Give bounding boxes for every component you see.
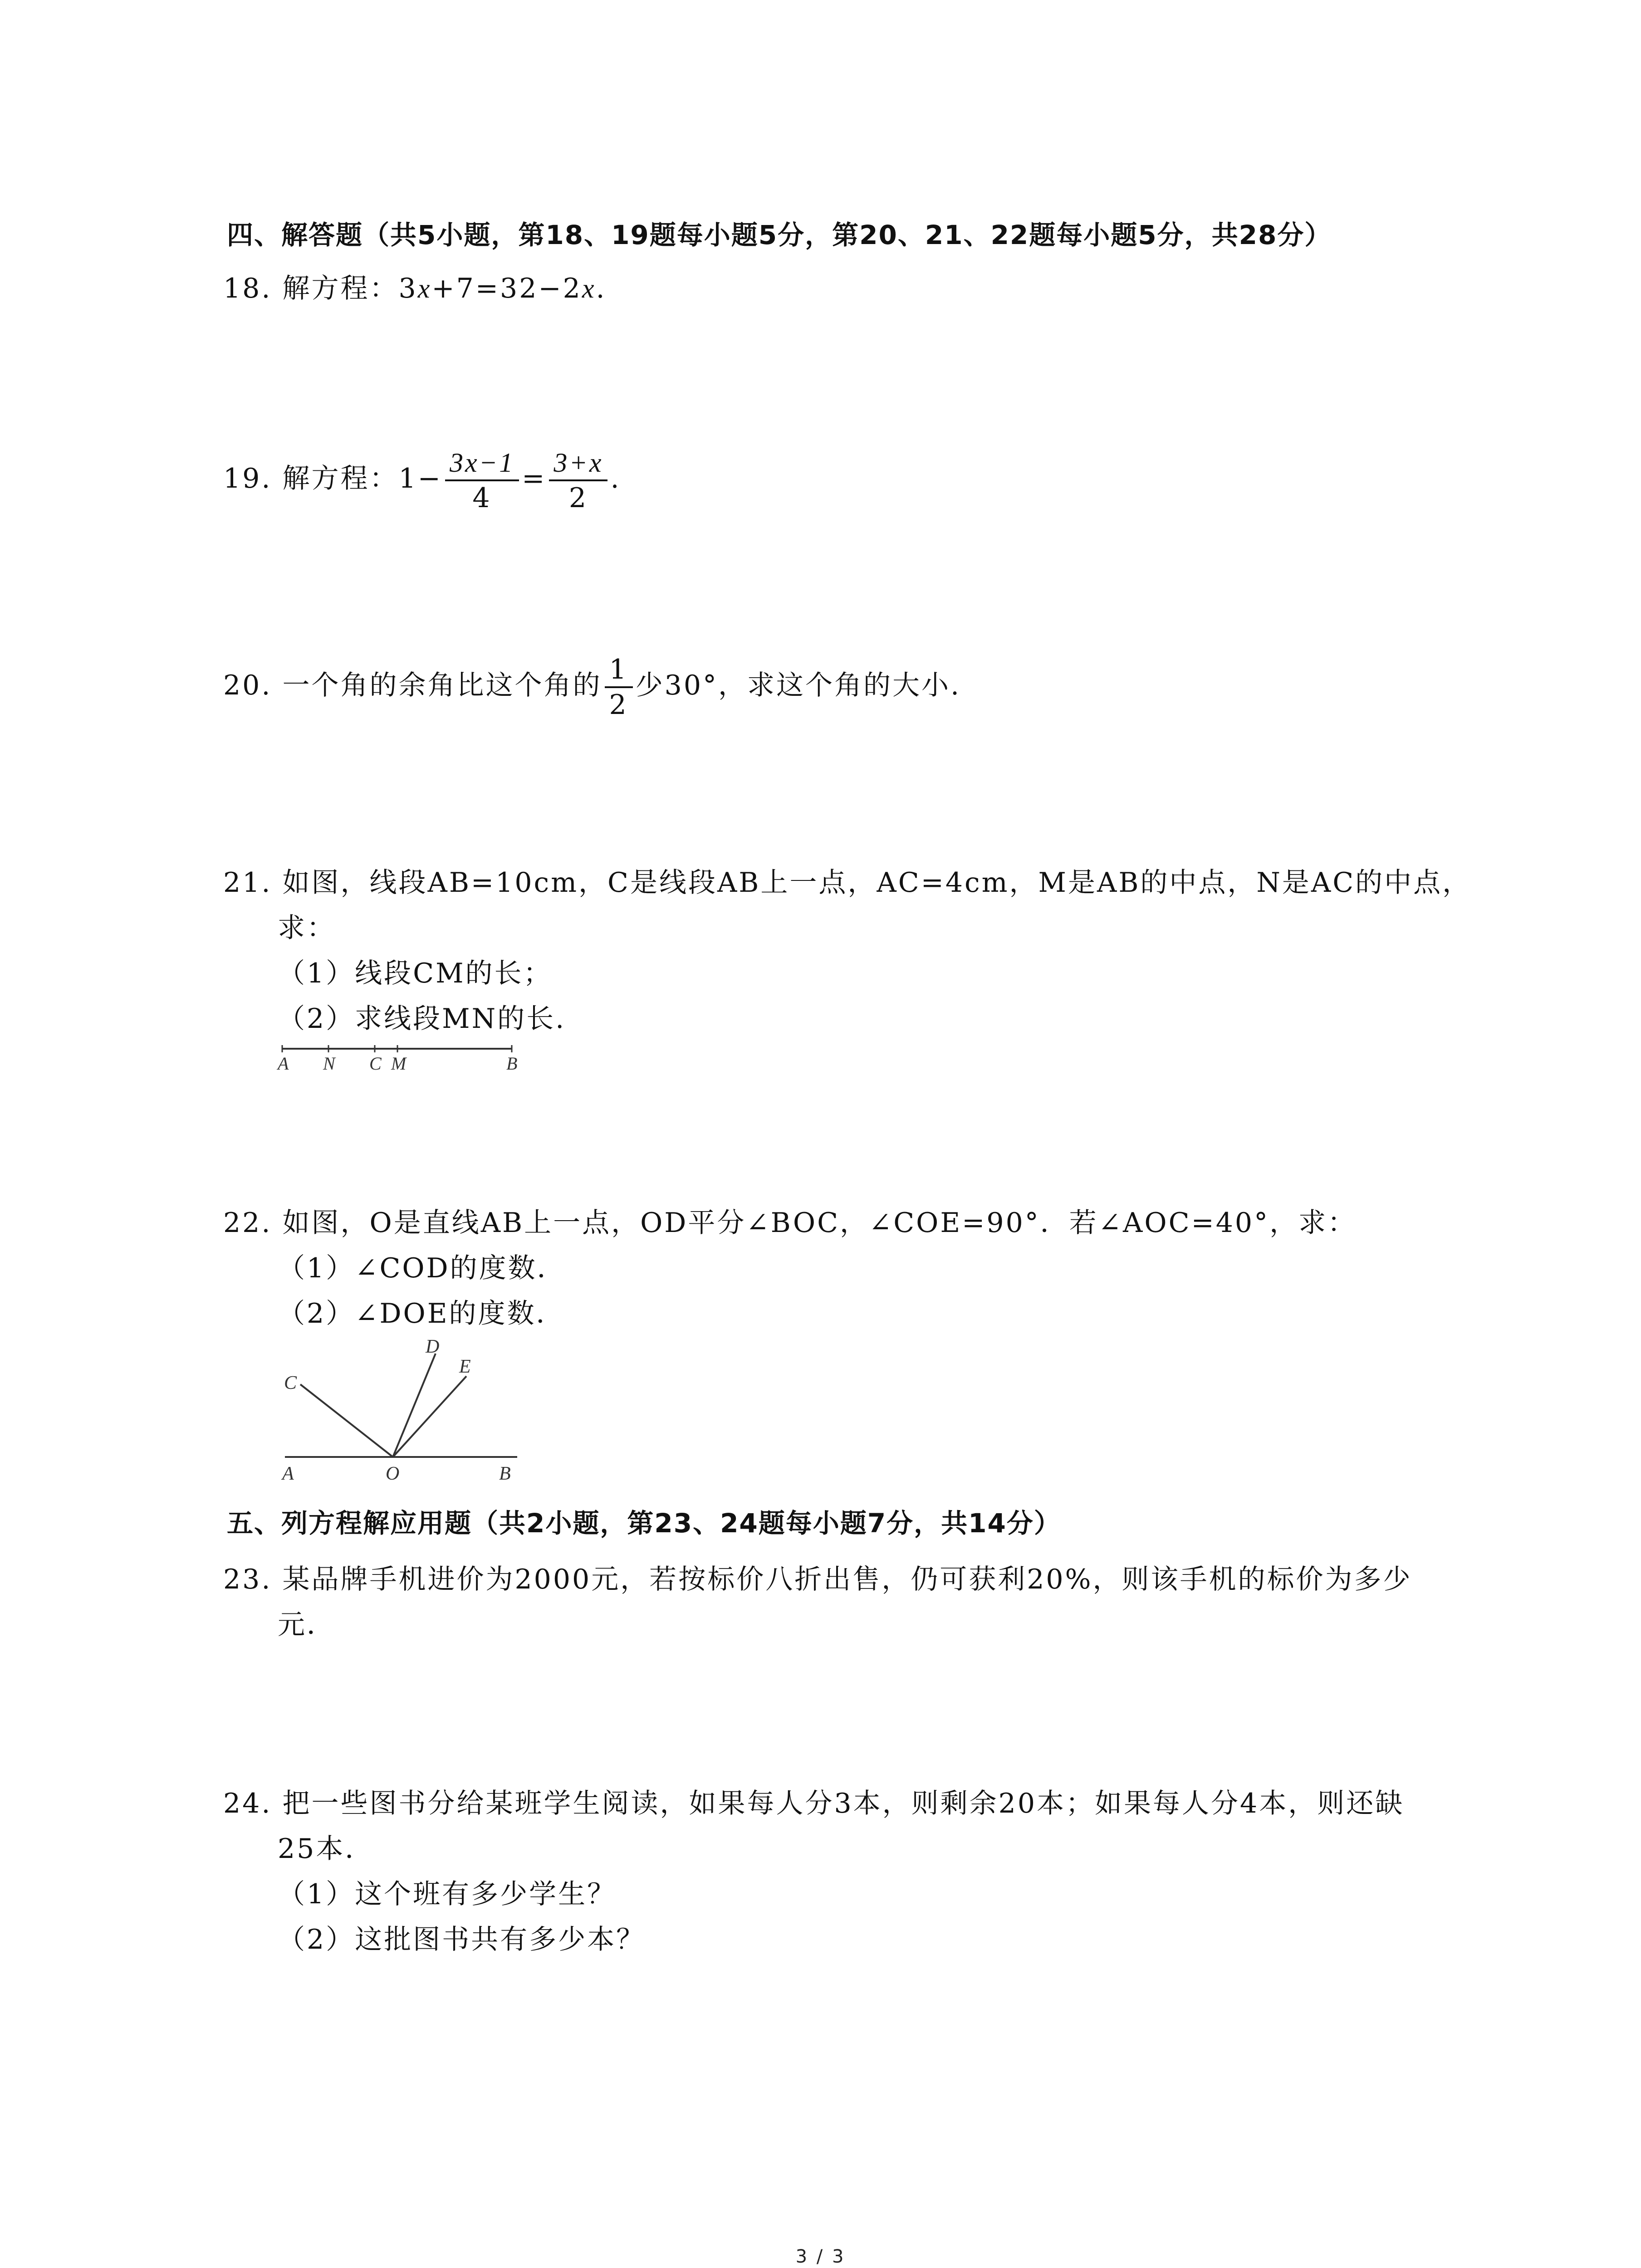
question-22-line-1 (223, 1205, 1357, 1241)
label-b: B (499, 1463, 511, 1484)
ray-oe (393, 1376, 466, 1457)
question-lead: 解方程： (282, 273, 399, 304)
fraction-half (605, 653, 633, 722)
section-5-heading: 五、列方程解应用题（共2小题，第23、24题每小题7分，共14分） (227, 1508, 1061, 1539)
question-lead: 解方程： (282, 463, 399, 494)
question-23-line-1 (223, 1561, 1412, 1598)
question-text: 少30°，求这个角的大小. (635, 670, 961, 701)
label-c: C (284, 1373, 297, 1393)
fraction-denominator: 2 (568, 482, 588, 514)
fraction-denominator: 2 (609, 689, 628, 721)
label-d: D (426, 1338, 440, 1357)
question-21-line-2: 求： (278, 912, 336, 944)
question-text: 如图，线段AB=10cm，C是线段AB上一点，AC=4cm，M是AB的中点，N是AC的中点， (282, 867, 1472, 899)
angle-figure (272, 1338, 535, 1488)
fraction-denominator: 4 (472, 482, 492, 514)
question-text: 如图，O是直线AB上一点，OD平分∠BOC，∠COE=90°．若∠AOC=40°，求： (282, 1207, 1357, 1239)
fraction-numerator: 3+x (549, 446, 607, 481)
question-number: 24. (223, 1788, 272, 1819)
equation-part: 1− (398, 463, 442, 494)
question-24-line-2: 25本． (278, 1833, 374, 1865)
question-text: 把一些图书分给某班学生阅读，如果每人分3本，则剩余20本；如果每人分4本，则还缺 (282, 1788, 1405, 1819)
section-4-heading: 四、解答题（共5小题，第18、19题每小题5分，第20、21、22题每小题5分，共28分） (227, 220, 1332, 250)
equation-end: . (596, 273, 607, 304)
label-c: C (369, 1053, 382, 1074)
question-18 (223, 270, 607, 307)
question-24-part-2: （2）这批图书共有多少本？ (278, 1924, 646, 1955)
ray-oc (300, 1384, 393, 1457)
fraction-1 (445, 446, 519, 515)
label-a: A (278, 1053, 289, 1074)
question-text: 一个角的余角比这个角的 (282, 670, 602, 701)
question-24-part-1: （1）这个班有多少学生？ (278, 1878, 617, 1910)
question-22-part-1: （1）∠COD的度数． (278, 1252, 566, 1284)
question-19 (223, 445, 621, 515)
question-24-line-1 (223, 1785, 1404, 1822)
ray-od (393, 1354, 436, 1457)
equation-variable: x (582, 274, 596, 303)
label-e: E (459, 1356, 471, 1377)
label-n: N (323, 1053, 335, 1074)
page-number: 3 / 3 (795, 2246, 846, 2267)
question-22-part-2: （2）∠DOE的度数． (278, 1298, 565, 1330)
question-number: 18. (223, 273, 272, 304)
question-number: 21. (223, 867, 272, 899)
question-21-line-1 (223, 865, 1471, 901)
question-23-line-2: 元． (278, 1609, 336, 1641)
equation-end: . (610, 463, 621, 494)
question-number: 22. (223, 1207, 272, 1239)
fraction-numerator: 1 (605, 653, 633, 688)
question-number: 20. (223, 670, 272, 701)
equation-part: +7=32−2 (431, 273, 582, 304)
question-20 (223, 651, 961, 722)
question-number: 19. (223, 463, 272, 494)
question-21-part-2: （2）求线段MN的长. (278, 1003, 566, 1035)
question-text: 某品牌手机进价为2000元，若按标价八折出售，仍可获利20%，则该手机的标价为多少 (282, 1564, 1412, 1595)
equation-variable: x (417, 274, 432, 303)
equals-sign: = (522, 463, 547, 494)
question-21-part-1: （1）线段CM的长； (278, 958, 553, 989)
equation-part: 3 (398, 273, 418, 304)
question-number: 23. (223, 1564, 272, 1595)
label-o: O (386, 1463, 400, 1484)
fraction-2 (549, 446, 607, 515)
segment-figure (272, 1039, 526, 1080)
label-m: M (391, 1053, 407, 1074)
label-a: A (282, 1463, 294, 1484)
fraction-numerator: 3x−1 (445, 446, 519, 481)
label-b: B (506, 1053, 518, 1074)
